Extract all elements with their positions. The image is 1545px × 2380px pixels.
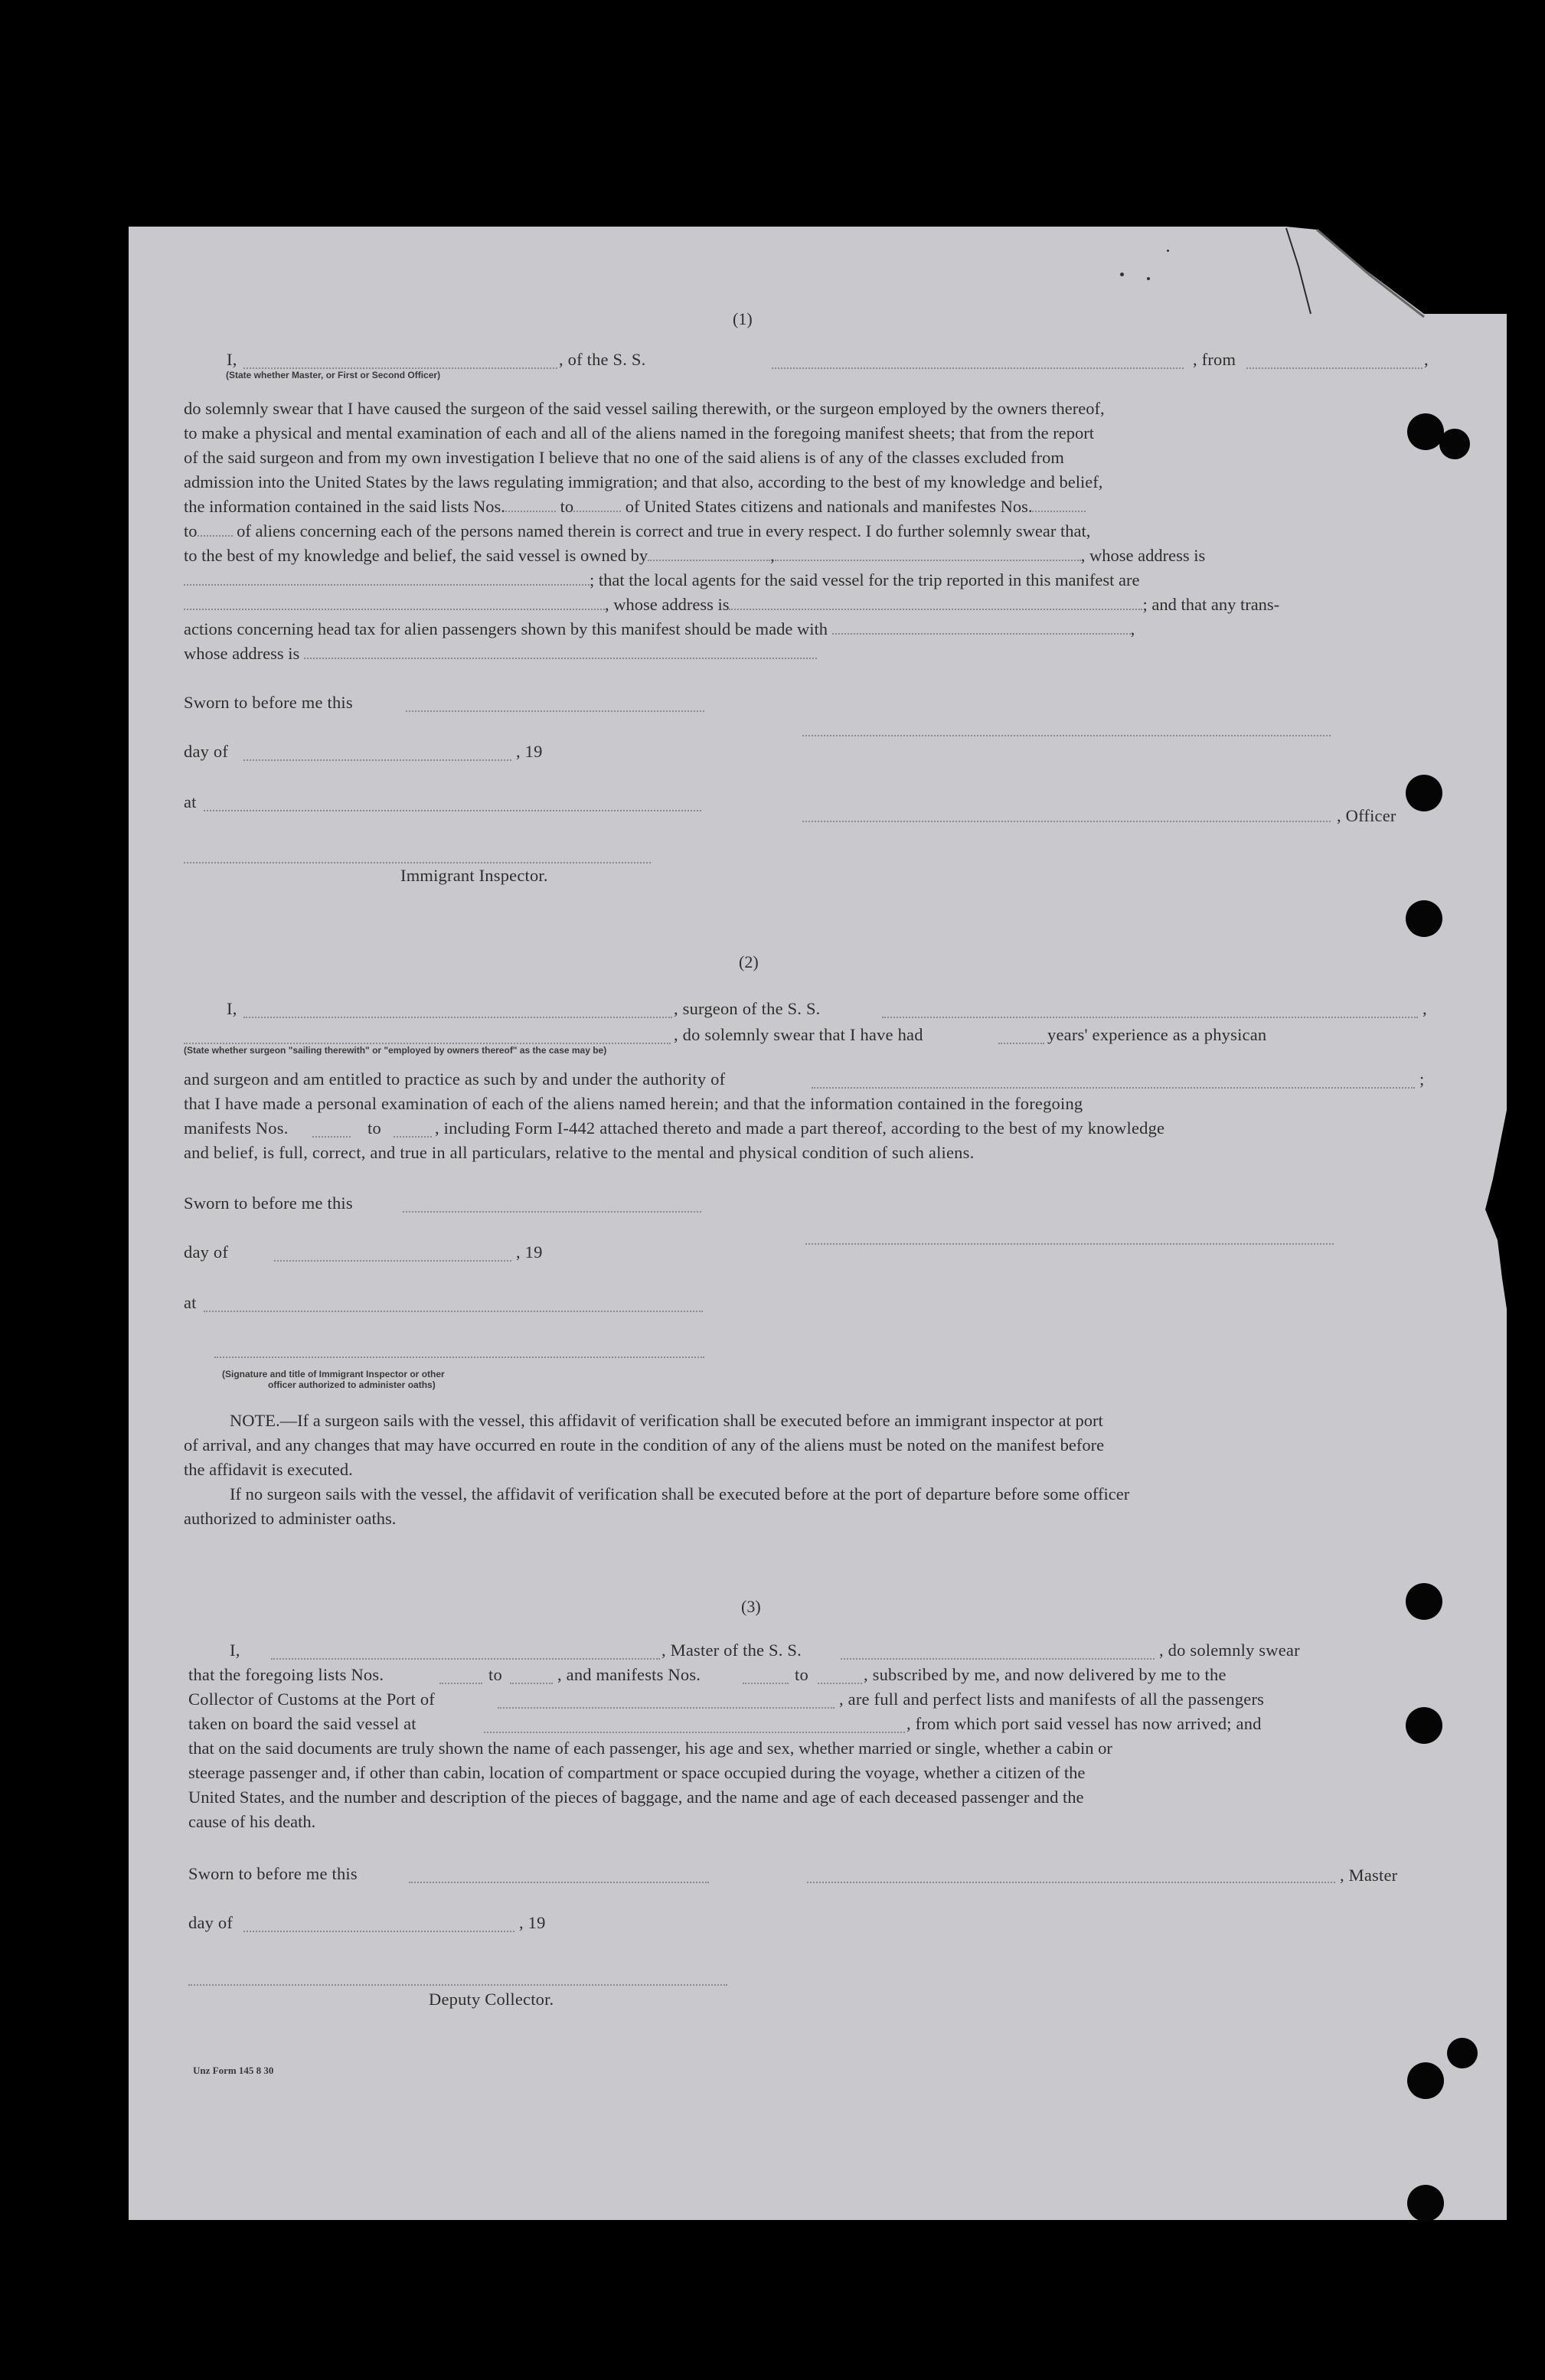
s1-from: , from (1193, 350, 1236, 369)
punch-hole (1407, 2185, 1444, 2222)
s3-master-signature-blank[interactable] (807, 1882, 1335, 1883)
s3-deputy: Deputy Collector. (429, 1990, 554, 2009)
punch-hole (1447, 2038, 1478, 2068)
s2-para3c: , including Form I-442 attached thereto and made a part thereof, according to the best of my knowledge (435, 1118, 1165, 1138)
s2-day-blank[interactable] (274, 1260, 511, 1262)
s2-at: at (184, 1293, 197, 1312)
s3-l2b: to (488, 1665, 502, 1684)
s3-i: I, (230, 1641, 240, 1660)
punch-hole (1406, 775, 1442, 811)
s2-at-blank[interactable] (204, 1311, 703, 1312)
owner-name-blank-2[interactable] (775, 560, 1081, 561)
s3-day-blank[interactable] (243, 1931, 514, 1932)
s2-sworn-blank[interactable] (403, 1211, 701, 1213)
s3-vessel-blank[interactable] (841, 1658, 1155, 1660)
s2-sig-caption-2: officer authorized to administer oaths) (268, 1379, 436, 1390)
s3-l4a: taken on board the said vessel at (188, 1714, 416, 1733)
s2-caption: (State whether surgeon "sailing therewith" or "employed by owners thereof" as the case may be) (184, 1045, 607, 1056)
torn-corner (1271, 222, 1516, 329)
s3-l2d: to (795, 1665, 808, 1684)
s2-semi: ; (1419, 1069, 1425, 1089)
authority-blank[interactable] (812, 1087, 1415, 1089)
s3-manifest-to-blank[interactable] (818, 1683, 862, 1684)
s1-comma: , (1424, 350, 1429, 369)
speck-mark (1167, 250, 1169, 252)
owner-name-blank[interactable] (648, 560, 770, 561)
s3-l2a: that the foregoing lists Nos. (188, 1665, 384, 1684)
section-2-number: (2) (739, 952, 759, 971)
master-name-blank[interactable] (271, 1658, 660, 1660)
customs-port-blank[interactable] (498, 1707, 835, 1709)
s1-sworn: Sworn to before me this (184, 693, 353, 712)
s1-day-of: day of (184, 742, 229, 761)
s2-year: , 19 (516, 1242, 543, 1262)
s2-vessel-blank[interactable] (882, 1017, 1418, 1018)
local-agents-blank[interactable] (184, 609, 605, 610)
s3-master-of: , Master of the S. S. (661, 1641, 802, 1660)
s2-sworn: Sworn to before me this (184, 1193, 353, 1213)
surgeon-name-blank[interactable] (243, 1017, 672, 1018)
s2-comma: , (1423, 999, 1427, 1018)
note-paragraph: NOTE.—If a surgeon sails with the vessel, this affidavit of verification shall be executed before an immigrant inspector at port of arrival, and any changes that may have occurred en route in the condition of any of the aliens must be noted on the manifest before the affidavit is executed. If no surgeon sails with the vessel, the affidavit of verification shall be executed before at the port of departure before some officer authorized to administer oaths. (184, 1411, 1130, 1528)
s3-l3b: , are full and perfect lists and manifests of all the passengers (839, 1690, 1265, 1709)
punch-hole (1406, 1707, 1442, 1744)
s3-list-to-blank[interactable] (510, 1683, 553, 1684)
section-1-paragraph: do solemnly swear that I have caused the surgeon of the said vessel sailing therewith, or the surgeon employed by the owners thereof, to make a physical and mental examination of each and all of the aliens named in the foregoing manifest sheets; that from the report of the said surgeon and from my own investigation I believe that no one of the said aliens is of any of the classes excluded from admission into the United States by the laws regulating immigration; and that also, according to the best of my knowledge and belief, the information contained in the said lists Nos. to of United States citizens and nationals and manifestes Nos. to of aliens concerning each of the persons named therein is correct and true in every respect. I do further solemnly swear that, to the best of my knowledge and belief, the said vessel is owned by , , whose address is ; that the local agents for the said vessel for the trip reported in this manifest are , whose address is ; and that any trans- actions concerning head tax for alien passengers shown by this manifest should be made with , whose address is (184, 399, 1280, 663)
s1-officer-blank[interactable] (802, 821, 1331, 822)
punch-hole (1407, 413, 1444, 450)
boarding-port-blank[interactable] (484, 1732, 905, 1733)
torn-edge (1455, 1110, 1545, 1309)
surgeon-status-blank[interactable] (184, 1043, 671, 1044)
s1-inspector: Immigrant Inspector. (400, 866, 548, 885)
punch-hole (1406, 900, 1442, 937)
s3-l3a: Collector of Customs at the Port of (188, 1690, 435, 1709)
s2-sig-caption-1: (Signature and title of Immigrant Inspector or other (222, 1369, 445, 1379)
s3-deputy-blank[interactable] (188, 1984, 727, 1986)
s3-manifest-from-blank[interactable] (743, 1683, 789, 1684)
head-tax-contact-blank[interactable] (832, 633, 1131, 635)
s2-years: years' experience as a physican (1047, 1025, 1267, 1044)
speck-mark (1120, 273, 1124, 276)
s3-list-from-blank[interactable] (439, 1683, 482, 1684)
s2-para4: and belief, is full, correct, and true in all particulars, relative to the mental and physical condition of such aliens. (184, 1143, 975, 1162)
s1-at-blank[interactable] (204, 810, 701, 811)
section-3-paragraph: that on the said documents are truly shown the name of each passenger, his age and sex, whether married or single, whether a cabin or steerage passenger and, if other than cabin, location of compartment or space occupied during the voyage, whether a citizen of the United States, and the number and description of the pieces of baggage, and the name and age of each deceased passenger and the cause of his death. (188, 1738, 1112, 1831)
s1-sworn-blank[interactable] (406, 710, 704, 712)
section-3-number: (3) (741, 1597, 761, 1616)
vessel-name-blank[interactable] (772, 367, 1184, 369)
section-1-number: (1) (733, 309, 753, 328)
s2-signature-blank[interactable] (805, 1243, 1334, 1245)
manifest-no-to-blank[interactable] (198, 535, 233, 537)
s3-master: , Master (1340, 1866, 1398, 1885)
s3-day-of: day of (188, 1913, 234, 1932)
s2-inspector-blank[interactable] (214, 1357, 704, 1358)
s3-sworn-blank[interactable] (409, 1882, 709, 1883)
agents-address-blank[interactable] (729, 609, 1142, 610)
form-id: Unz Form 145 8 30 (193, 2065, 274, 2076)
punch-hole (1407, 2062, 1444, 2099)
list-no-to-blank[interactable] (573, 511, 621, 512)
s2-day-of: day of (184, 1242, 229, 1262)
punch-hole (1439, 429, 1470, 459)
s1-officer: , Officer (1337, 806, 1396, 825)
s1-year: , 19 (516, 742, 543, 761)
punch-hole (1406, 1583, 1442, 1620)
years-experience-blank[interactable] (998, 1043, 1044, 1044)
s1-i: I, (227, 350, 237, 369)
officer-name-blank[interactable] (243, 367, 557, 369)
speck-mark (1147, 277, 1150, 280)
s2-surgeon-of: , surgeon of the S. S. (674, 999, 821, 1018)
document-page (129, 227, 1507, 2220)
s3-l2c: , and manifests Nos. (557, 1665, 701, 1684)
departure-port-blank[interactable] (1246, 367, 1423, 369)
list-no-from-blank[interactable] (505, 511, 556, 512)
s3-year: , 19 (519, 1913, 546, 1932)
s3-swear: , do solemnly swear (1159, 1641, 1300, 1660)
s1-of-ss: , of the S. S. (559, 350, 646, 369)
s3-l2e: , subscribed by me, and now delivered by me to the (864, 1665, 1227, 1684)
s2-manifest-from-blank[interactable] (312, 1136, 351, 1138)
s2-swear: , do solemnly swear that I have had (674, 1025, 923, 1044)
manifest-no-from-blank[interactable] (1032, 511, 1086, 512)
s2-para3b: to (367, 1118, 381, 1138)
s2-para2: that I have made a personal examination of each of the aliens named herein; and that the information contained in the foregoing (184, 1094, 1083, 1113)
s1-signature-blank[interactable] (802, 735, 1331, 736)
head-tax-address-blank[interactable] (304, 658, 817, 659)
s2-para3a: manifests Nos. (184, 1118, 289, 1138)
s2-para1: and surgeon and am entitled to practice as such by and under the authority of (184, 1069, 726, 1089)
s1-at: at (184, 792, 197, 811)
s3-sworn: Sworn to before me this (188, 1864, 358, 1883)
s3-l4b: , from which port said vessel has now arrived; and (906, 1714, 1262, 1733)
s2-i: I, (227, 999, 237, 1018)
s1-caption: (State whether Master, or First or Second Officer) (226, 370, 441, 380)
s2-manifest-to-blank[interactable] (394, 1136, 432, 1138)
s1-day-blank[interactable] (243, 759, 511, 761)
owner-address-blank[interactable] (184, 584, 590, 586)
